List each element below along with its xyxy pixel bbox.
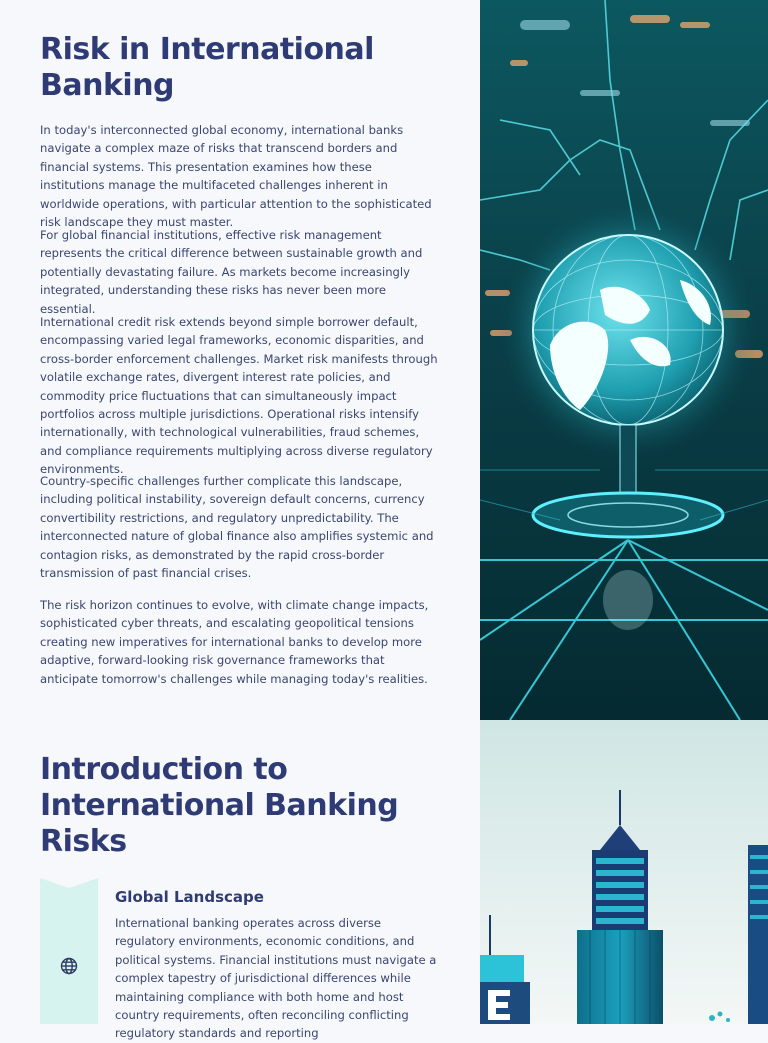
body-paragraph: The risk horizon continues to evolve, with climate change impacts, sophisticated cyber threats, and escalating geopolitical tensions creating new imperatives for international banks to develop more adaptive, forward-looking risk governance frameworks that anticipate tomorrow's challenges while managing today's realities.: [40, 598, 429, 686]
body-paragraph: For global financial institutions, effective risk management represents the critical difference between sustainable growth and potentially devastating failure. As markets become increasingly integrated, understanding these risks has never been more essential.: [40, 228, 423, 316]
body-paragraph: Country-specific challenges further complicate this landscape, including political instability, sovereign default concerns, currency convertibility restrictions, and regulatory unpredictability. The interconnected nature of global finance also amplifies systemic and contagion risks, as demonstrated by the rapid cross-border transmission of past financial crises.: [40, 474, 434, 581]
globe-network-image: [480, 0, 768, 720]
intro-paragraph: In today's interconnected global economy, international banks navigate a complex maze of risks that transcend borders and financial systems. This presentation examines how these institutions manage the multifaceted challenges inherent in worldwide operations, with particular attention to the sophisticated risk landscape they must master.: [40, 123, 432, 230]
section-title: Introduction to International Banking Risks: [40, 752, 399, 859]
page-title: Risk in International Banking: [40, 32, 374, 103]
globe-icon: [59, 956, 79, 976]
city-skyline-image: [480, 720, 768, 1024]
image-column: [480, 0, 768, 1024]
body-paragraph: International credit risk extends beyond simple borrower default, encompassing varied legal frameworks, economic disparities, and cross-border enforcement challenges. Market risk manifests through volatile exchange rates, divergent interest rate policies, and commodity price fluctuations that can simultaneously impact portfolios across multiple jurisdictions. Operational risks intensify internationally, with technological vulnerabilities, fraud schemes, and compliance requirements multiplying across diverse regulatory environments.: [40, 315, 438, 477]
card-ribbon: [40, 878, 98, 1024]
card-text: International banking operates across diverse regulatory environments, economic conditions, and political systems. Financial institutions must navigate a complex tapestry of jurisdictional differences while maintaining compliance with both home and host country requirements, often reconciling conflicting regulatory standards and reporting: [115, 916, 437, 1041]
card-title: Global Landscape: [115, 888, 264, 906]
